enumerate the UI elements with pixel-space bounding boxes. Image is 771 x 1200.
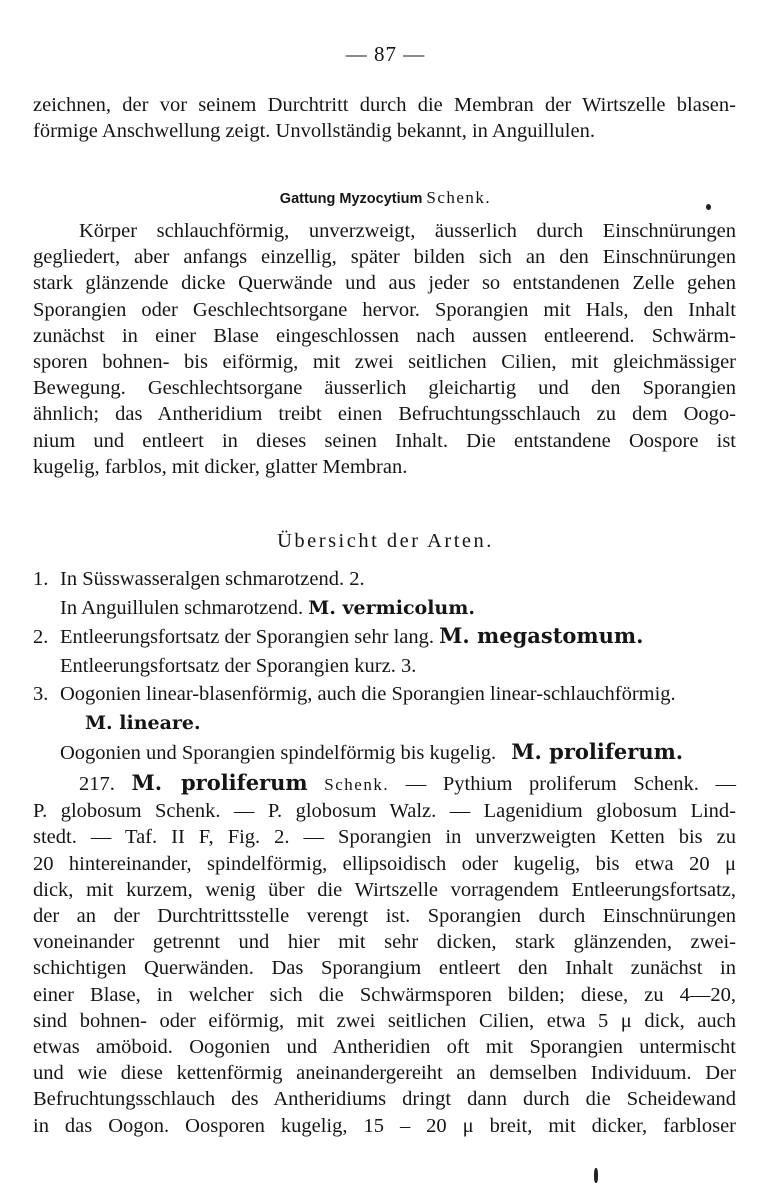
species-entry	[33, 770, 736, 1139]
genus-name: Gattung Myzocytium	[279, 191, 423, 207]
genus-description	[33, 218, 736, 480]
key-row	[33, 565, 753, 594]
text-line: 20 hintereinander, spindelförmig, ellipsoidisch oder kugelig, bis etwa 20 μ	[33, 852, 736, 875]
genus-heading	[0, 188, 771, 208]
page-number: — 87 —	[345, 42, 426, 66]
text-line: einer Blase, in welcher sich die Schwärmsporen bilden; diese, zu 4—20,	[33, 983, 736, 1006]
key-row	[33, 622, 753, 652]
text-line: voneinander getrennt und hier mit sehr dicken, stark glänzenden, zwei-	[33, 931, 736, 954]
text-line: Sporangien oder Geschlechtsorgane hervor. Sporangien mit Hals, den Inhalt	[33, 298, 736, 321]
key-text: In Süsswasseralgen schmarotzend. 2.	[60, 568, 365, 590]
entry-number: 217.	[79, 773, 115, 795]
entry-first-line	[33, 770, 736, 798]
text-line: etwas amöboid. Oogonien und Antheridien oft mit Sporangien untermischt	[33, 1036, 736, 1059]
text-line: gegliedert, aber anfangs einzellig, später bilden sich an den Einschnürungen	[33, 246, 736, 269]
ink-speck	[706, 204, 711, 210]
text-line: förmige Anschwellung zeigt. Unvollständig bekannt, in Anguillulen.	[33, 120, 595, 143]
text-line: Körper schlauchförmig, unverzweigt, äusserlich durch Einschnürungen	[79, 220, 736, 242]
key-text: Oogonien und Sporangien spindelförmig bis kugelig.	[60, 741, 497, 764]
key-number: 2.	[33, 626, 49, 649]
text-line: P. globosum Schenk. — P. globosum Walz. — Lagenidium globosum Lind-	[33, 800, 736, 823]
key-text: Oogonien linear-blasenförmig, auch die Sporangien linear-schlauchförmig.	[60, 683, 676, 706]
text-line: zunächst in einer Blase eingeschlossen nach aussen entleerend. Schwärm-	[33, 324, 736, 347]
text-line: zeichnen, der vor seinem Durchtritt durch die Membran der Wirtszelle blasen-	[33, 94, 736, 116]
key-species: M. proliferum.	[511, 738, 684, 764]
text-line: in das Oogon. Oosporen kugelig, 15 – 20 μ breit, mit dicker, farbloser	[33, 1114, 736, 1137]
key-species: M. vermicolum.	[308, 596, 475, 619]
text-line: sporen bohnen- bis eiförmig, mit zwei seitlichen Cilien, mit gleichmässiger	[33, 351, 736, 374]
key-row	[33, 652, 753, 681]
key-row	[33, 738, 753, 768]
text-line: kugelig, farblos, mit dicker, glatter Membran.	[33, 455, 408, 478]
key-text: Entleerungsfortsatz der Sporangien sehr lang.	[60, 626, 435, 649]
text-line: Bewegung. Geschlechtsorgane äusserlich gleichartig und den Sporangien	[33, 377, 736, 400]
key-species: M. lineare.	[85, 711, 201, 734]
overview-heading: Übersicht der Arten.	[277, 530, 494, 552]
text-line: nium und entleert in dieses seinen Inhalt. Die entstandene Oospore ist	[33, 429, 736, 452]
key-row	[33, 709, 753, 738]
text-line: ähnlich; das Antheridium treibt einen Befruchtungsschlauch zu dem Oogo-	[33, 403, 736, 426]
key-text: Entleerungsfortsatz der Sporangien kurz. 3.	[60, 654, 417, 677]
text-line: stark glänzende dicke Querwände und aus jeder so entstandenen Zelle gehen	[33, 272, 736, 295]
intro-paragraph	[33, 92, 736, 144]
entry-species: M. proliferum	[131, 770, 308, 795]
key-number: 1.	[33, 568, 49, 590]
text-line: der an der Durchtrittsstelle verengt ist. Sporangien durch Einschnürungen	[33, 905, 736, 928]
key-row	[33, 594, 753, 623]
key-text: In Anguillulen schmarotzend.	[60, 596, 304, 619]
text-line: und wie diese kettenförmig aneinandergereiht an demselben Individuum. Der	[33, 1062, 736, 1085]
entry-author: Schenk.	[324, 775, 390, 794]
key-number: 3.	[33, 683, 49, 706]
ink-speck	[594, 1168, 598, 1183]
species-key	[33, 565, 753, 767]
entry-synonyms: — Pythium proliferum Schenk. —	[405, 773, 737, 795]
text-line: schichtigen Querwänden. Das Sporangium entleert den Inhalt zunächst in	[33, 957, 736, 980]
text-line: stedt. — Taf. II F, Fig. 2. — Sporangien in unverzweigten Ketten bis zu	[33, 826, 736, 849]
text-line: dick, mit kurzem, wenig über die Wirtszelle vorragendem Entleerungsfortsatz,	[33, 878, 736, 901]
key-species: M. megastomum.	[439, 623, 644, 649]
text-line: sind bohnen- oder eiförmig, mit zwei seitlichen Cilien, etwa 5 μ dick, auch	[33, 1009, 736, 1032]
key-row	[33, 680, 753, 709]
genus-author: Schenk.	[426, 188, 492, 207]
text-line: Befruchtungsschlauch des Antheridiums dringt dann durch die Scheidewand	[33, 1088, 736, 1111]
